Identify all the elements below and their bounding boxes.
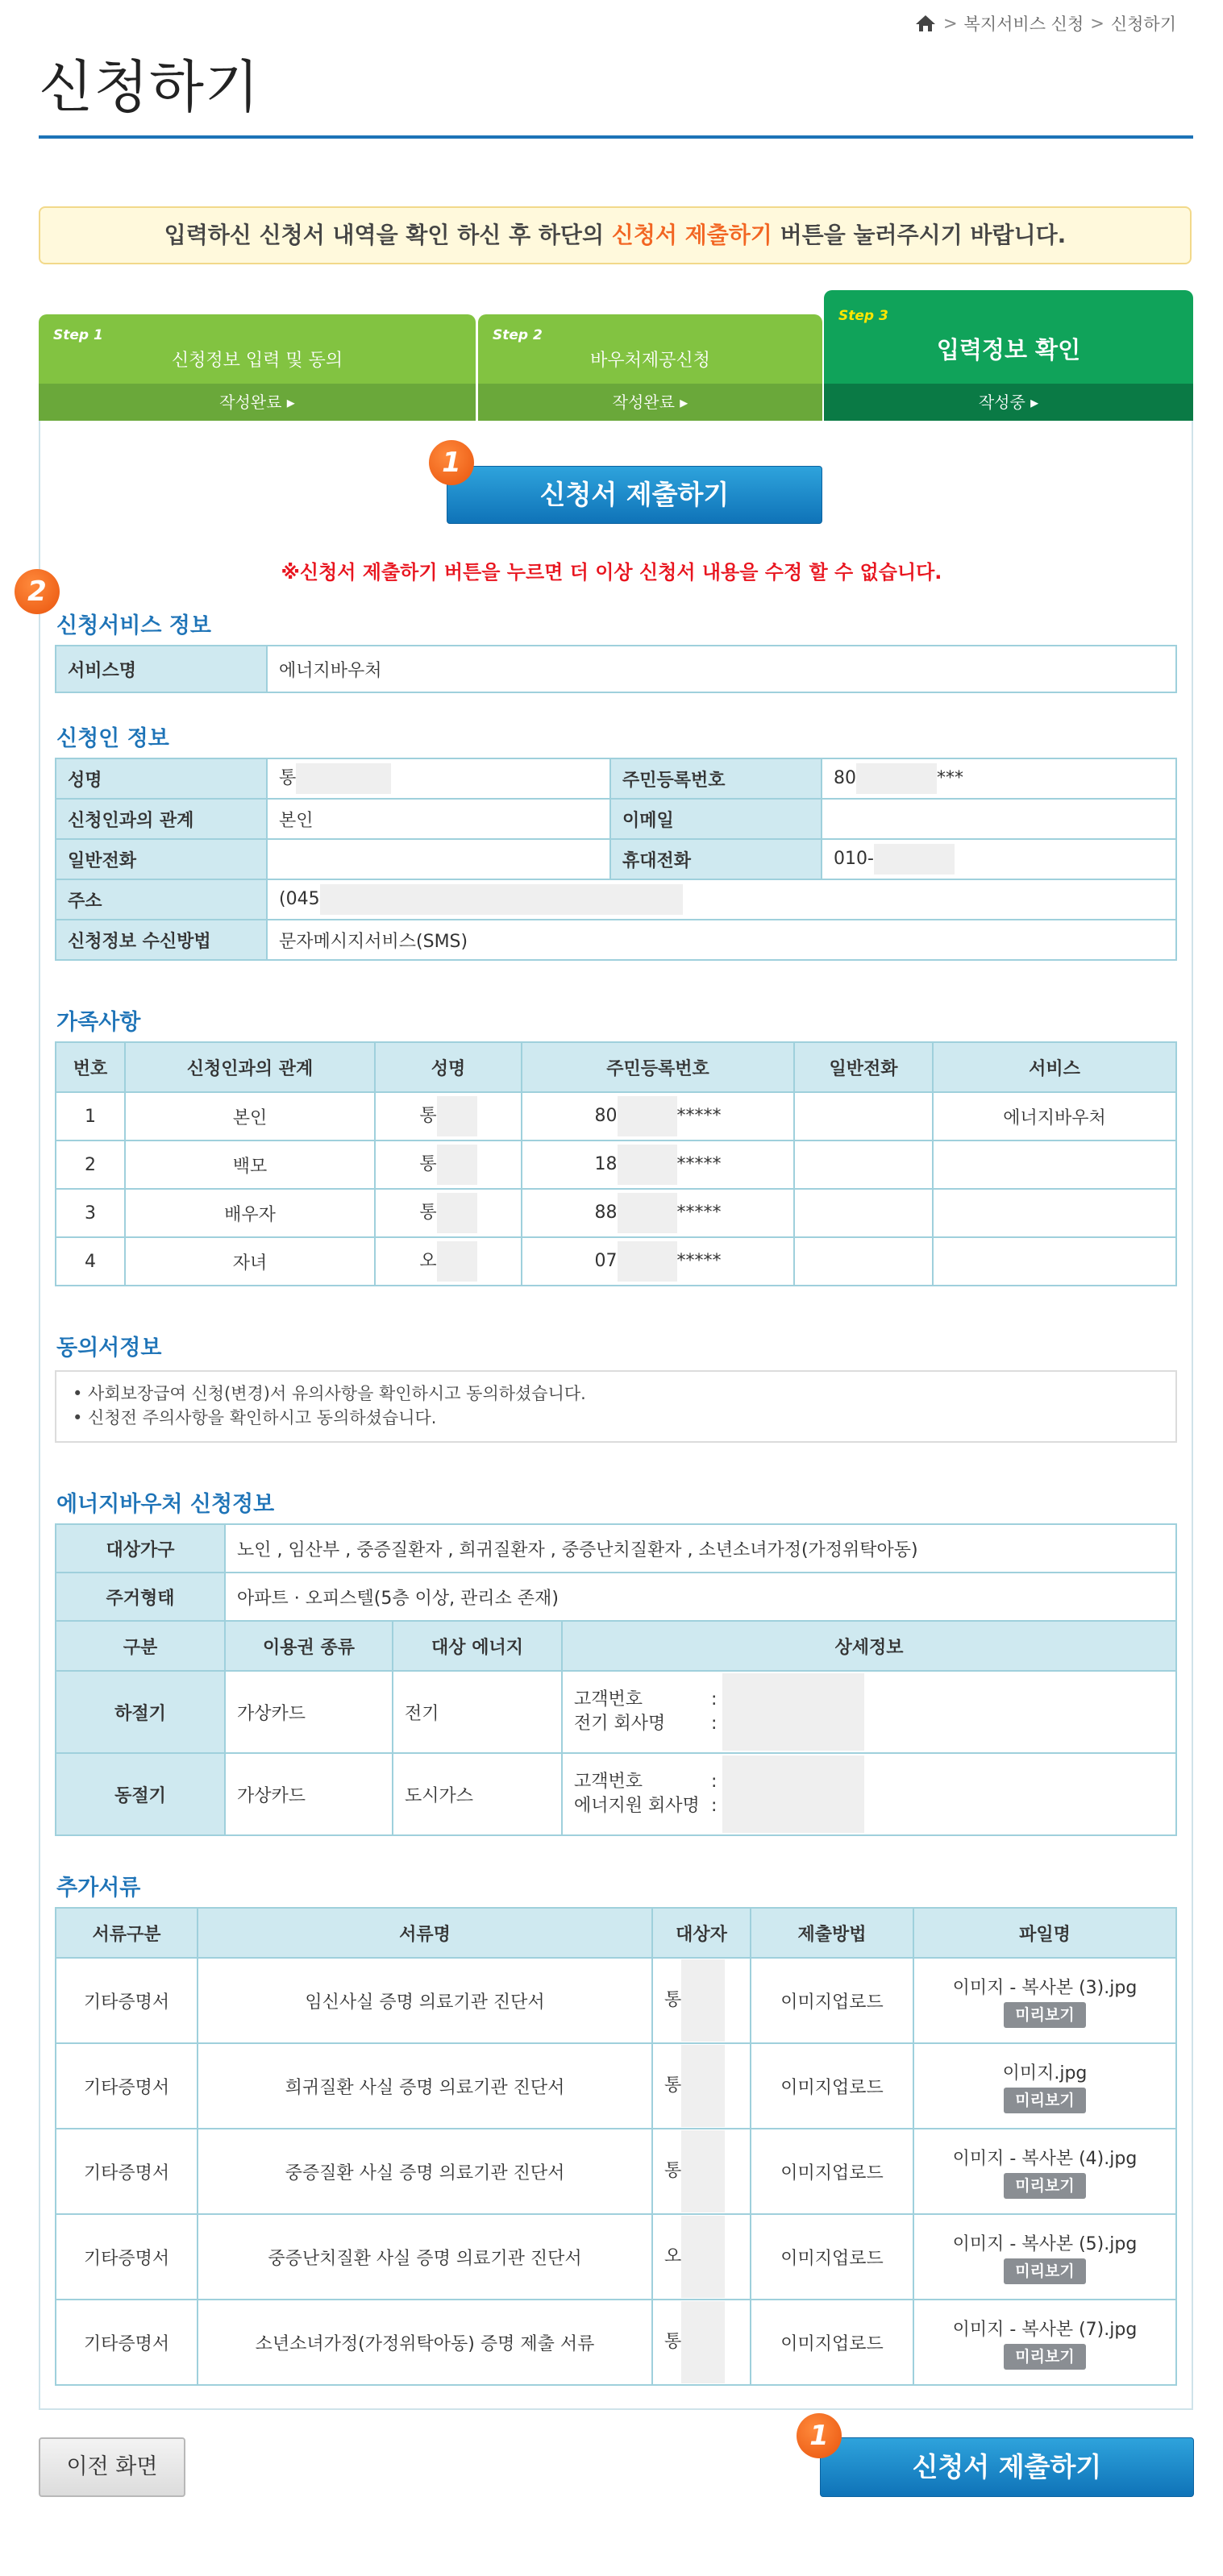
col-header: 서류구분 — [56, 1908, 198, 1958]
table-row — [56, 2214, 1176, 2300]
housing-type-label: 주거형태 — [56, 1573, 225, 1621]
phone-label: 일반전화 — [56, 839, 267, 879]
notice-highlight: 신청서 제출하기 — [611, 222, 772, 248]
doc-name: 중증질환 사실 증명 의료기관 진단서 — [198, 2129, 652, 2214]
col-header: 성명 — [375, 1042, 522, 1092]
step-1[interactable] — [39, 314, 476, 421]
col-header: 번호 — [56, 1042, 125, 1092]
step-status: 작성완료 ▸ — [478, 384, 822, 421]
service-name-label: 서비스명 — [56, 646, 267, 692]
doc-method: 이미지업로드 — [751, 1958, 913, 2043]
table-row — [56, 1753, 1176, 1835]
table-row — [56, 1671, 1176, 1753]
row-phone — [794, 1141, 933, 1189]
consent-box — [55, 1370, 1177, 1443]
energy-type: 도시가스 — [393, 1753, 562, 1835]
detail-info: 고객번호 : 에너지원 회사명 : — [562, 1753, 1176, 1835]
section-title-voucher: 에너지바우처 신청정보 — [56, 1492, 275, 1517]
breadcrumb-separator: > — [942, 14, 958, 33]
applicant-info-table — [55, 758, 1177, 961]
doc-method: 이미지업로드 — [751, 2043, 913, 2129]
doc-target: 오 — [652, 2214, 751, 2300]
previous-screen-button[interactable]: 이전 화면 — [39, 2437, 185, 2497]
doc-target: 통 — [652, 2043, 751, 2129]
doc-target: 통 — [652, 2300, 751, 2385]
section-title-family: 가족사항 — [56, 1010, 141, 1035]
receive-method-value: 문자메시지서비스(SMS) — [267, 920, 1176, 960]
row-relation: 자녀 — [125, 1237, 375, 1286]
notice-banner — [39, 206, 1192, 264]
doc-target: 통 — [652, 2129, 751, 2214]
col-header: 주민등록번호 — [522, 1042, 794, 1092]
preview-button[interactable]: 미리보기 — [1004, 2173, 1085, 2199]
table-row — [56, 1141, 1176, 1189]
row-service — [933, 1189, 1176, 1237]
col-header: 파일명 — [913, 1908, 1176, 1958]
season-label: 동절기 — [56, 1753, 225, 1835]
table-row — [56, 1189, 1176, 1237]
row-number: 4 — [56, 1237, 125, 1286]
documents-table — [55, 1907, 1177, 2386]
col-header: 서류명 — [198, 1908, 652, 1958]
target-household-label: 대상가구 — [56, 1524, 225, 1573]
breadcrumb — [914, 11, 1176, 35]
doc-file: 이미지 - 복사본 (7).jpg 미리보기 — [913, 2300, 1176, 2385]
step-status: 작성완료 ▸ — [39, 384, 476, 421]
number-badge-1: 1 — [429, 440, 474, 485]
table-row — [56, 1092, 1176, 1141]
preview-button[interactable]: 미리보기 — [1004, 2258, 1085, 2284]
step-2[interactable] — [478, 314, 822, 421]
breadcrumb-separator: > — [1090, 14, 1104, 33]
step-3[interactable] — [824, 290, 1193, 421]
row-rrn: 07 ***** — [522, 1237, 794, 1286]
row-number: 2 — [56, 1141, 125, 1189]
row-phone — [794, 1092, 933, 1141]
col-header: 구분 — [56, 1621, 225, 1671]
doc-name: 중증난치질환 사실 증명 의료기관 진단서 — [198, 2214, 652, 2300]
voucher-info-table — [55, 1523, 1177, 1836]
row-name: 오 — [375, 1237, 522, 1286]
housing-type-value: 아파트 · 오피스텔(5층 이상, 관리소 존재) — [225, 1573, 1176, 1621]
home-icon[interactable] — [914, 14, 937, 33]
notice-text-end: 버튼을 눌러주시기 바랍니다. — [780, 222, 1067, 248]
col-header: 대상자 — [652, 1908, 751, 1958]
doc-type: 기타증명서 — [56, 2214, 198, 2300]
target-household-value: 노인 , 임산부 , 중증질환자 , 희귀질환자 , 중증난치질환자 , 소년소녀가정(가정위탁아동) — [225, 1524, 1176, 1573]
preview-button[interactable]: 미리보기 — [1004, 2002, 1085, 2028]
doc-method: 이미지업로드 — [751, 2129, 913, 2214]
service-name-value: 에너지바우처 — [267, 646, 1176, 692]
row-rrn: 88 ***** — [522, 1189, 794, 1237]
family-table — [55, 1041, 1177, 1286]
doc-type: 기타증명서 — [56, 1958, 198, 2043]
row-rrn: 18 ***** — [522, 1141, 794, 1189]
submit-application-button[interactable]: 신청서 제출하기 — [447, 466, 822, 524]
breadcrumb-item-service[interactable]: 복지서비스 신청 — [963, 15, 1084, 34]
table-row — [56, 1958, 1176, 2043]
row-service: 에너지바우처 — [933, 1092, 1176, 1141]
doc-type: 기타증명서 — [56, 2129, 198, 2214]
service-info-table — [55, 645, 1177, 693]
table-row — [56, 2129, 1176, 2214]
energy-type: 전기 — [393, 1671, 562, 1753]
relation-label: 신청인과의 관계 — [56, 799, 267, 839]
name-label: 성명 — [56, 758, 267, 799]
name-value: 통 — [267, 758, 610, 799]
row-phone — [794, 1237, 933, 1286]
doc-name: 임신사실 증명 의료기관 진단서 — [198, 1958, 652, 2043]
step-name: 신청정보 입력 및 동의 — [171, 351, 343, 371]
doc-name: 소년소녀가정(가정위탁아동) 증명 제출 서류 — [198, 2300, 652, 2385]
email-value — [822, 799, 1176, 839]
row-relation: 백모 — [125, 1141, 375, 1189]
mobile-value: 010- — [822, 839, 1176, 879]
doc-file: 이미지.jpg 미리보기 — [913, 2043, 1176, 2129]
email-label: 이메일 — [610, 799, 822, 839]
consent-item: • 사회보장급여 신청(변경)서 유의사항을 확인하시고 동의하셨습니다. — [73, 1384, 586, 1403]
row-service — [933, 1237, 1176, 1286]
phone-value — [267, 839, 610, 879]
col-header: 서비스 — [933, 1042, 1176, 1092]
col-header: 신청인과의 관계 — [125, 1042, 375, 1092]
row-relation: 배우자 — [125, 1189, 375, 1237]
doc-file: 이미지 - 복사본 (5).jpg 미리보기 — [913, 2214, 1176, 2300]
col-header: 이용권 종류 — [225, 1621, 393, 1671]
address-label: 주소 — [56, 879, 267, 920]
doc-type: 기타증명서 — [56, 2043, 198, 2129]
preview-button[interactable]: 미리보기 — [1004, 2088, 1085, 2113]
receive-method-label: 신청정보 수신방법 — [56, 920, 267, 960]
rrn-label: 주민등록번호 — [610, 758, 822, 799]
col-header: 대상 에너지 — [393, 1621, 562, 1671]
title-divider — [39, 135, 1193, 139]
col-header: 제출방법 — [751, 1908, 913, 1958]
detail-info: 고객번호 : 전기 회사명 : — [562, 1671, 1176, 1753]
row-rrn: 80 ***** — [522, 1092, 794, 1141]
col-header: 일반전화 — [794, 1042, 933, 1092]
row-name: 통 — [375, 1092, 522, 1141]
col-header: 상세정보 — [562, 1621, 1176, 1671]
preview-button[interactable]: 미리보기 — [1004, 2344, 1085, 2370]
submit-application-button-bottom[interactable]: 신청서 제출하기 — [820, 2437, 1194, 2497]
number-badge-2: 2 — [15, 569, 60, 614]
notice-text: 입력하신 신청서 내역을 확인 하신 후 하단의 — [164, 222, 605, 248]
table-row — [56, 2043, 1176, 2129]
table-row — [56, 2300, 1176, 2385]
step-name: 바우처제공신청 — [590, 351, 710, 371]
card-type: 가상카드 — [225, 1753, 393, 1835]
row-number: 3 — [56, 1189, 125, 1237]
section-title-consent: 동의서정보 — [56, 1336, 162, 1361]
step-tag: Step 3 — [838, 308, 888, 324]
row-name: 통 — [375, 1189, 522, 1237]
row-service — [933, 1141, 1176, 1189]
season-label: 하절기 — [56, 1671, 225, 1753]
section-title-service: 신청서비스 정보 — [56, 613, 211, 638]
section-title-docs: 추가서류 — [56, 1876, 141, 1901]
card-type: 가상카드 — [225, 1671, 393, 1753]
step-tag: Step 1 — [53, 327, 103, 343]
step-name: 입력정보 확인 — [936, 336, 1081, 364]
mobile-label: 휴대전화 — [610, 839, 822, 879]
doc-file: 이미지 - 복사본 (3).jpg 미리보기 — [913, 1958, 1176, 2043]
address-value: (045 — [267, 879, 1176, 920]
triangle-right-icon: ▸ — [1030, 393, 1039, 412]
row-relation: 본인 — [125, 1092, 375, 1141]
doc-target: 통 — [652, 1958, 751, 2043]
section-title-applicant: 신청인 정보 — [56, 726, 169, 751]
doc-name: 희귀질환 사실 증명 의료기관 진단서 — [198, 2043, 652, 2129]
triangle-right-icon: ▸ — [286, 393, 295, 412]
row-name: 통 — [375, 1141, 522, 1189]
page-title: 신청하기 — [39, 54, 260, 120]
row-number: 1 — [56, 1092, 125, 1141]
step-tag: Step 2 — [493, 327, 543, 343]
row-phone — [794, 1189, 933, 1237]
step-status: 작성중 ▸ — [824, 384, 1193, 421]
table-row — [56, 1237, 1176, 1286]
consent-item: • 신청전 주의사항을 확인하시고 동의하셨습니다. — [73, 1408, 437, 1427]
relation-value: 본인 — [267, 799, 610, 839]
doc-method: 이미지업로드 — [751, 2300, 913, 2385]
number-badge-1: 1 — [797, 2413, 842, 2458]
breadcrumb-item-current: 신청하기 — [1110, 15, 1176, 34]
triangle-right-icon: ▸ — [680, 393, 688, 412]
doc-type: 기타증명서 — [56, 2300, 198, 2385]
doc-file: 이미지 - 복사본 (4).jpg 미리보기 — [913, 2129, 1176, 2214]
rrn-value: 80 *** — [822, 758, 1176, 799]
doc-method: 이미지업로드 — [751, 2214, 913, 2300]
warning-text: ※신청서 제출하기 버튼을 누르면 더 이상 신청서 내용을 수정 할 수 없습니다. — [281, 561, 942, 584]
